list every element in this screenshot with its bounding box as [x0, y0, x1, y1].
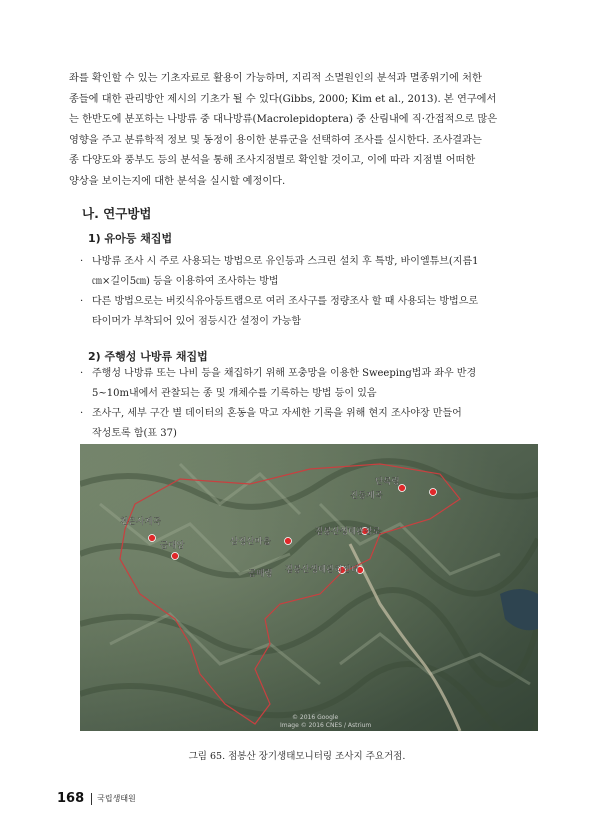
bullet-marker: · — [80, 408, 84, 419]
bullet-text: 작성토록 함(표 37) — [92, 428, 177, 439]
list-item — [80, 404, 538, 444]
list-item — [80, 364, 538, 404]
bullet-marker: · — [80, 368, 84, 379]
intro-line: 영향을 주고 분류학적 정보 및 동정이 용이한 분류군을 선택하여 조사를 실시한다. 조사결과는 — [69, 134, 482, 146]
institution-name: 국립생태원 — [97, 794, 136, 803]
map-marker — [430, 489, 437, 496]
map-marker — [149, 535, 156, 542]
figure-caption: 그림 65. 점봉산 장기생태모니터링 조사지 주요거점. — [188, 751, 406, 762]
intro-line: 좌를 확인할 수 있는 기초자료로 활용이 가능하며, 지리적 소멸원인의 분석과 멸종위기에 처한 — [69, 73, 482, 84]
map-label: 점봉산생태관리센터 — [285, 565, 359, 575]
map-label: 삼정산마을 — [230, 537, 272, 547]
bullet-text: 타이머가 부착되어 있어 점등시간 설정이 가능함 — [92, 316, 302, 327]
map-label: 천은사계곡 — [120, 517, 162, 527]
section-heading: 나. 연구방법 — [82, 206, 152, 221]
footer-divider — [91, 793, 92, 805]
map-label: 점봉산생태관찰로 — [315, 527, 381, 537]
bullet-text: 다른 방법으로는 버킷식유아등트랩으로 여러 조사구를 정량조사 할 때 사용되는 방법으로 — [92, 296, 479, 307]
satellite-map-image — [80, 444, 538, 731]
bullet-text: 5~10m내에서 관찰되는 종 및 개체수를 기록하는 방법 등이 있음 — [92, 388, 377, 399]
map-marker — [285, 538, 292, 545]
map-marker — [172, 553, 179, 560]
subsection-heading-light-trap: 1) 유아등 채집법 — [88, 232, 173, 245]
intro-line: 는 한반도에 분포하는 나방류 중 대나방류(Macrolepidoptera) 중 산림내에 직·간접적으로 많은 — [69, 114, 498, 125]
bullet-marker: · — [80, 256, 84, 267]
bullet-list-diurnal — [80, 364, 538, 444]
intro-line: 종들에 대한 관리방안 제시의 기초가 될 수 있다(Gibbs, 2000; Kim et al., 2013). 본 연구에서 — [69, 93, 497, 105]
bullet-text: 조사구, 세부 구간 별 데이터의 혼동을 막고 자세한 기록을 위해 현지 조사야장 만들어 — [92, 408, 462, 419]
intro-line: 종 다양도와 풍부도 등의 분석을 통해 조사지점별로 확인할 것이고, 이에 따라 지점별 어떠한 — [69, 155, 476, 166]
page-number: 168 — [57, 791, 85, 806]
intro-paragraph — [69, 69, 537, 192]
map-watermark: © 2016 Google — [292, 714, 339, 721]
bullet-marker: · — [80, 296, 84, 307]
bullet-text: ㎝×길이5㎝) 등을 이용하여 조사하는 방법 — [92, 276, 279, 287]
list-item — [80, 292, 538, 332]
map-label: 금대암 — [160, 541, 185, 551]
bullet-list-light-trap — [80, 252, 538, 332]
map-label: 진동계곡 — [350, 491, 383, 501]
map-label: 곰배령 — [248, 569, 273, 579]
map-label: 단목령 — [375, 477, 400, 487]
map-watermark: Image © 2016 CNES / Astrium — [280, 722, 372, 729]
subsection-heading-diurnal: 2) 주행성 나방류 채집법 — [88, 350, 208, 363]
page-footer — [57, 791, 136, 806]
intro-line: 양상을 보이는지에 대한 분석을 실시할 예정이다. — [69, 175, 286, 187]
list-item — [80, 252, 538, 292]
bullet-text: 주행성 나방류 또는 나비 등을 채집하기 위해 포충망을 이용한 Sweeping법과 좌우 반경 — [92, 368, 477, 379]
bullet-text: 나방류 조사 시 주로 사용되는 방법으로 유인등과 스크린 설치 후 특방, 바이엘튜브(지름1 — [92, 256, 479, 267]
